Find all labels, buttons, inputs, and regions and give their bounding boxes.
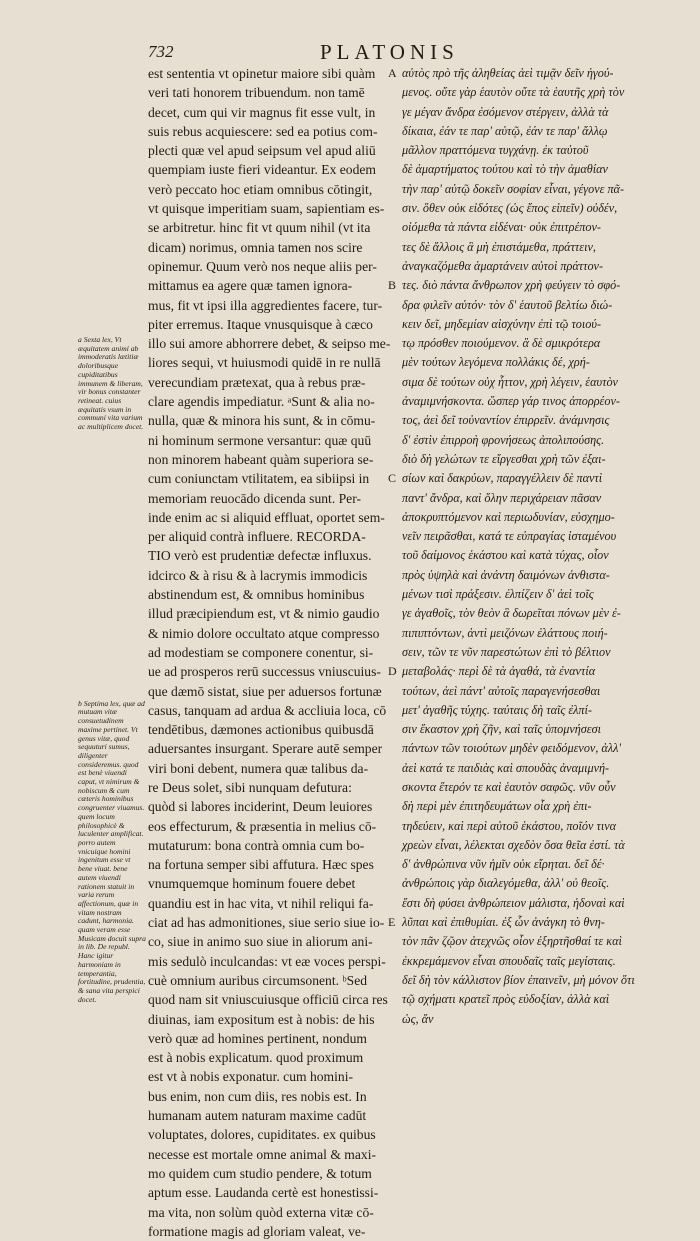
latin-text-line: est à nobis explicatum. quod proximum — [148, 1050, 364, 1066]
latin-text-line: re Deus solet, sibi nunquam defutura: — [148, 779, 352, 795]
latin-text-line: verò quæ ad homines pertinent, nondum — [148, 1030, 367, 1046]
latin-text-line: dicam) norimus, omnia tamen nos scire — [148, 239, 363, 255]
greek-text-line: ἀποκρυπτόμενον καὶ περιωδυνίαν, εὐσχημο- — [402, 509, 615, 524]
greek-text-line: τες. διὸ πάντα ἄνθρωπον χρὴ φεύγειν τὸ σφό- — [402, 278, 621, 293]
latin-text-line: memoriam reuocādo dicenda sunt. Per- — [148, 490, 361, 506]
running-title: PLATONIS — [320, 40, 459, 64]
greek-text-line: τος, ἀεὶ δεῖ τοὐναντίον ἐπιρρεῖν. ἀνάμνησις — [402, 413, 610, 428]
greek-text-line: δεῖ δὴ τὸν κάλλιστον βίον ἐπαινεῖν, μὴ μόνον ὅτι — [402, 972, 635, 987]
latin-text-line: necesse est mortale omne animal & maxi- — [148, 1146, 376, 1162]
greek-text-line: δ' ἀνθρώπινα νῦν ἡμῖν οὐκ εἴρηται. δεῖ δέ· — [402, 857, 605, 872]
latin-text-line: cum coniunctam vtilitatem, ea sibiipsi in — [148, 471, 370, 487]
page-number: 732 — [148, 42, 174, 61]
greek-text-line: τὸν πᾶν ζῷον ἀτεχνῶς οἷον ἐξηρτῆσθαί τε καὶ — [402, 934, 622, 949]
latin-text-line: mus, fit vt ipsi illa aggredientes facere, tur- — [148, 297, 383, 313]
greek-text-line: κειν δεῖ, μηδεμίαν αἰσχύνην ἐπὶ τῷ τοιού- — [402, 316, 602, 331]
latin-text-line: nulla, quæ & minora his sunt, & in cōmu- — [148, 413, 376, 429]
greek-text-line: πάντων τῶν τοιούτων μηδὲν φειδόμενον, ἀλλ' — [402, 741, 621, 756]
latin-text-line: suis rebus acquiescere: sed ea potius com- — [148, 123, 378, 139]
latin-text-line: ma vita, non solùm quòd externa vitæ cō- — [148, 1204, 374, 1220]
latin-text-line: est vt à nobis exponatur. cum homini- — [148, 1069, 354, 1085]
latin-text-line: quod nam sit vniuscuiusque officiū circa res — [148, 992, 388, 1008]
latin-text-line: humanam autem naturam maxime cadūt — [148, 1108, 367, 1124]
latin-text-line: per aliquid contrà influere. RECORDA- — [148, 529, 366, 545]
greek-text-line: παντ' ἄνδρα, καὶ ὅλην περιχάρειαν πᾶσαν — [402, 490, 602, 505]
latin-text-line: opinemur. Quum verò nos neque aliis per- — [148, 258, 377, 274]
latin-text-line: ue ad prosperos rerū successus vniuscuius- — [148, 664, 381, 680]
latin-text-line: mo quidem cum studio pendere, & totum — [148, 1165, 372, 1181]
latin-text-line: ni hominum sermone versantur: quæ quū — [148, 432, 372, 448]
greek-text-line: δρα φιλεῖν αὑτόν· τὸν δ' ἑαυτοῦ βελτίω διώ- — [402, 297, 613, 312]
section-markers — [388, 64, 402, 930]
greek-text-line: ἀνθρώποις γὰρ διαλεγόμεθα, ἀλλ' οὐ θεοῖς. — [402, 876, 610, 891]
latin-text-line: bus enim, non cum diis, res nobis est. In — [148, 1088, 367, 1104]
latin-text-line: vnumquemque hominum fouere debet — [148, 876, 356, 892]
section-marker: C — [388, 471, 397, 486]
section-marker: D — [388, 664, 397, 679]
latin-text-line: illud præcipiendum est, vt & nimio gaudio — [148, 606, 380, 622]
latin-text-line: aduersantes insurgant. Sperare autē semper — [148, 741, 383, 757]
latin-text-line: que dæmō sistat, siue per aduersos fortunæ — [148, 683, 382, 699]
greek-text-line: πρὸς ὑψηλὰ καὶ ἀνάντη δαιμόνων ἀνθιστα- — [402, 567, 610, 582]
latin-text-line: non minorem habeant quàm superiora se- — [148, 451, 374, 467]
page-header — [148, 42, 618, 66]
latin-text-line: mutaturum: bona contrà omnia cum bo- — [148, 837, 365, 853]
greek-text-line: ὡς, ἄν — [402, 1011, 434, 1026]
margin-note-b: b Septima lex, quæ ad mutuam vitæ consuetudinem maxime pertinet. Vt genus vitæ, quod sequuturi sumus, diligenter consideremus. quod est benè viuendi caput, vt nimirum & nobiscum & cum cæteris hominibus congruenter viuamus. quem locum philosophicè & luculenter amplificat. porro autem vnicuique homini ingenitum esse vt bene viuat. bene autem viuendi rationem statuit in varia rerum affectionum, quæ in vitam nostram cadunt, harmonia. quam veram esse Musicam docuit supra in lib. De republ. Hanc igitur harmoniam in temperantia, fortitudine, prudentia, & sana vita perspici docet. — [78, 698, 146, 1004]
section-marker: E — [388, 915, 396, 930]
greek-text-line: μενος. οὔτε γὰρ ἑαυτὸν οὔτε τὰ ἑαυτῆς χρὴ τὸν — [402, 85, 625, 100]
greek-text-line: δὴ περὶ μὲν ἐπιτηδευμάτων οἷα χρὴ ἐπι- — [402, 799, 592, 814]
latin-text-line: verecundiam prætexat, qua à rebus præ- — [148, 374, 366, 390]
section-marker: A — [388, 66, 397, 80]
greek-text-line: τηδεύειν, καὶ περὶ αὐτοῦ ἑκάστου, ποῖόν τινα — [402, 818, 617, 833]
latin-text-line: diuinas, iam expositum est à nobis: de his — [148, 1011, 375, 1027]
margin-notes — [78, 336, 146, 1004]
latin-text-line: quandiu est in hac vita, vt nihil reliqui fa- — [148, 895, 374, 911]
greek-text-line: γε ἀγαθοῖς, τὸν θεὸν ἃ δωρεῖται πόνων μὲν ἐ- — [402, 606, 621, 621]
latin-text-line: tendētibus, dæmones actionibus quibusdā — [148, 722, 374, 738]
greek-text-line: ἀναγκαζόμεθα ἁμαρτάνειν αὐτοὶ πράττον- — [402, 258, 604, 273]
greek-text-line: σίων καὶ δακρύων, παραγγέλλειν δὲ παντὶ — [402, 471, 603, 486]
latin-text-line: decet, cum qui vir magnus fit esse vult, in — [148, 104, 376, 120]
latin-text-line: inde enim ac si aliquid effluat, oportet sem- — [148, 509, 385, 525]
greek-text-line: σκοντα ἕτερόν τε καὶ ἑαυτὸν σαφῶς. νῦν οὖν — [402, 779, 616, 794]
margin-note-a: a Sexta lex, Vt æquitatem animi ab immoderatis lætitiæ doloribusque cupiditatibus immunem & liberam, vir bonus constanter retineat. cuius æquitatis vsum in communi vita varium ac multiplicem docet. — [78, 335, 144, 432]
latin-text-line: cuè omnium auribus circumsonent. ᵇSed — [148, 972, 368, 988]
greek-text-line: γε μέγαν ἄνδρα ἐσόμενον στέργειν, ἀλλὰ τὰ — [402, 104, 609, 119]
latin-text-line: & nimio dolore occultato atque compresso — [148, 625, 380, 641]
latin-text-line: ciat ad has admonitiones, siue serio siue io- — [148, 915, 385, 931]
greek-text-line: τὴν παρ' αὑτῷ δοκεῖν σοφίαν εἶναι, γέγονε πᾶ- — [402, 181, 625, 196]
latin-text-line: est sententia vt opinetur maiore sibi quàm — [148, 66, 376, 81]
greek-text-line: τοῦ δαίμονος ἑκάστου καὶ κατὰ τύχας, οἷον — [402, 548, 609, 563]
greek-text-line: μεταβολάς· περὶ δὲ τὰ ἀγαθά, τὰ ἐναντία — [402, 664, 596, 679]
latin-text-line: illo sui amore abhorrere debet, & seipso me- — [148, 336, 391, 352]
latin-text-line: formatione magis ad gloriam valeat, ve- — [148, 1223, 366, 1239]
greek-text-line: χρεὼν εἶναι, λέλεκται σχεδὸν ὅσα θεῖα ἐστί. τὰ — [402, 837, 625, 852]
greek-text-line: μὲν τούτων λεγόμενα πολλάκις δέ, χρή- — [402, 355, 590, 370]
greek-text-line: ἐκκρεμάμενον εἶναι σπουδαῖς ταῖς μεγίσταις. — [402, 953, 616, 968]
latin-text-line: eos effecturum, & præsentia in melius cō- — [148, 818, 377, 834]
greek-text-line: σιν. ὅθεν οὐκ εἰδότες (ὡς ἔπος εἰπεῖν) οὐδέν, — [402, 201, 618, 216]
greek-text-line: οἰόμεθα τὰ πάντα εἰδέναι· οὐκ ἐπιτρέπον- — [402, 220, 601, 235]
greek-text-line: διὸ δὴ γελώτων τε εἴργεσθαι χρὴ τῶν ἐξαι- — [402, 451, 606, 466]
greek-text-line: σιν ἕκαστον χρὴ ζῆν, καὶ ταῖς ὑπομνήσεσι — [402, 722, 602, 737]
greek-text-line: ἀεὶ κατά τε παιδιὰς καὶ σπουδὰς ἀναμιμνή- — [402, 760, 610, 775]
greek-text-line: τῳ πρόσθεν ποιούμενον. ἃ δὲ σμικρότερα — [402, 336, 601, 351]
greek-text-line: μετ' ἀγαθῆς τύχης. ταύταις δὴ ταῖς ἐλπί- — [402, 702, 592, 717]
greek-text-line: νεῖν πειρᾶσθαι, κατά τε εὐπραγίας ἱσταμένου — [402, 529, 617, 544]
latin-column — [148, 64, 391, 1239]
latin-text-line: quòd si labores inciderint, Deum leuiores — [148, 799, 373, 815]
latin-text-line: viri boni debent, numera quæ talibus da- — [148, 760, 369, 776]
latin-text-line: plecti quæ vel apud seipsum vel apud aliū — [148, 143, 376, 159]
greek-text-line: σιμα δὲ τούτων οὐχ ἧττον, χρὴ λέγειν, ἑαυτὸν — [402, 374, 618, 389]
latin-text-line: idcirco & à risu & à lacrymis immodicis — [148, 567, 368, 583]
latin-text-line: piter erremus. Itaque vnusquisque à cæco — [148, 316, 373, 332]
latin-text-line: mis sedulò inculcandas: vt eæ voces perspi- — [148, 953, 386, 969]
greek-text-line: τῷ σχήματι κρατεῖ πρὸς εὐδοξίαν, ἀλλὰ καὶ — [402, 992, 610, 1007]
latin-text-line: quempiam iuste fieri videantur. Ex eodem — [148, 162, 377, 178]
greek-text-line: ἔστι δὴ φύσει ἀνθρώπειον μάλιστα, ἡδοναὶ καὶ — [402, 895, 625, 910]
greek-text-line: σειν, τῶν τε νῦν παρεστώτων ἐπὶ τὸ βέλτιον — [402, 644, 611, 659]
greek-text-line: μένων τισὶ πράξεσιν. ἐλπίζειν δ' ἀεὶ τοῖς — [402, 587, 594, 602]
latin-text-line: abstinendum est, & omnibus hominibus — [148, 587, 365, 603]
greek-text-line: δ' ἐστὶν ἐπιρροὴ φρονήσεως ἀπολιπούσης. — [402, 432, 605, 447]
greek-text-line: τούτων, ἀεὶ πάντ' αὐτοῖς παραγενήσεσθαι — [402, 683, 601, 698]
greek-text-line: πιπιπτόντων, ἀντὶ μειζόνων ἐλάττους ποιή- — [402, 625, 608, 640]
latin-text-line: veri tati honorem tribuendum. non tamē — [148, 85, 365, 101]
latin-text-line: vt quisque imperitiam suam, sapientiam es- — [148, 201, 385, 217]
latin-text-line: TIO verò est prudentiæ defectæ influxus. — [148, 548, 372, 564]
greek-text-line: λῦπαι καὶ ἐπιθυμίαι. ἐξ ὧν ἀνάγκη τὸ θνη- — [402, 915, 605, 930]
latin-text-line: voluptates, dolores, cupiditates. ex quibus — [148, 1127, 376, 1143]
latin-text-line: aptum esse. Laudanda certè est honestissi- — [148, 1185, 379, 1201]
latin-text-line: co, siue in animo suo siue in aliorum ani- — [148, 934, 373, 950]
greek-text-line: μᾶλλον πραττόμενα τυγχάνῃ. ἐκ ταὐτοῦ — [402, 143, 589, 158]
latin-text-line: na fortuna semper sibi affutura. Hæc spes — [148, 857, 374, 873]
latin-text-line: clare agendis impediatur. ᵃSunt & alia no- — [148, 394, 375, 410]
latin-text-line: casus, tanquam ad ardua & accliuia loca, cō — [148, 702, 387, 718]
latin-text-line: mittamus ea agere quæ tamen ignora- — [148, 278, 353, 294]
greek-text-line: αὐτὸς πρὸ τῆς ἀληθείας ἀεὶ τιμᾷν δεῖν ἡγού- — [402, 66, 614, 80]
latin-text-line: se arbitretur. hinc fit vt quum nihil (vt ita — [148, 220, 371, 236]
greek-text-line: ἀναμιμνήσκοντα. ὥσπερ γάρ τινος ἀπορρέον- — [402, 394, 620, 409]
greek-text-line: τες δὲ ἄλλοις ἃ μὴ ἐπιστάμεθα, πράττειν, — [402, 239, 596, 254]
greek-text-line: δὲ ἁμαρτήματος τούτου καὶ τὸ τὴν ἀμαθίαν — [402, 162, 608, 177]
greek-text-line: δίκαια, ἐάν τε παρ' αὑτῷ, ἐάν τε παρ' ἄλλῳ — [402, 123, 608, 138]
latin-text-line: liores sequi, vt huiusmodi quidē in re nullā — [148, 355, 381, 371]
section-marker: B — [388, 278, 397, 293]
latin-text-line: verò peccato hoc etiam omnibus cōtingit, — [148, 181, 373, 197]
latin-text-line: ad modestiam se componere conentur, si- — [148, 644, 374, 660]
greek-column — [402, 64, 648, 1026]
